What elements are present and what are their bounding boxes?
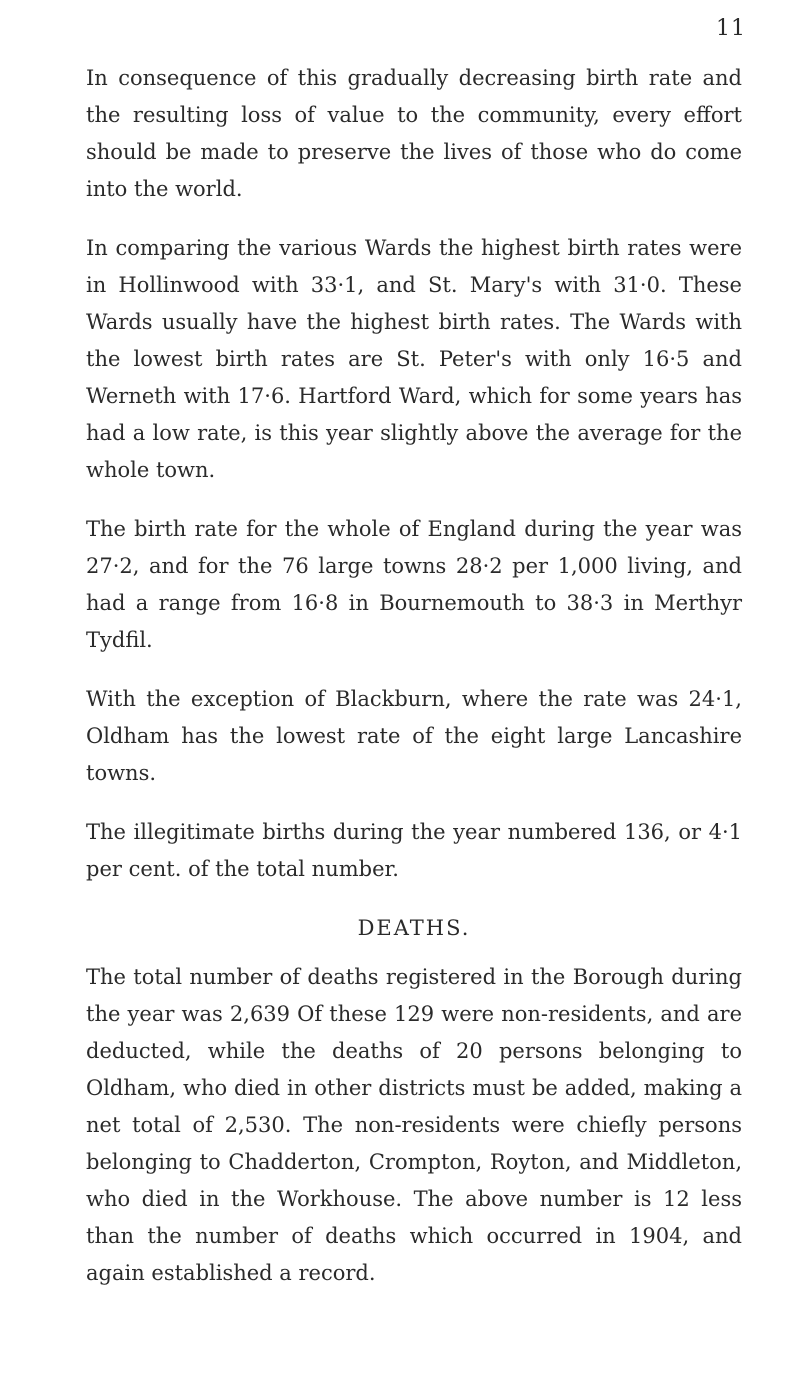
paragraph-birth-rate-consequence: In consequence of this gradually decreasing birth rate and the resulting loss of value to the community, every effort should be made to preserve the lives of those who do come into the world. <box>86 66 742 201</box>
paragraph-england-birth-rate: The birth rate for the whole of England during the year was 27·2, and for the 76 large towns 28·2 per 1,000 living, and had a range from 16·8 in Bournemouth to 38·3 in Merthyr Tydfil. <box>86 517 742 652</box>
paragraph-illegitimate-births: The illegitimate births during the year numbered 136, or 4·1 per cent. of the total number. <box>86 820 742 881</box>
paragraph-deaths-total: The total number of deaths registered in the Borough during the year was 2,639 Of these 129 were non-residents, and are deducted, while the deaths of 20 persons belonging to Oldham, who died in other districts must be added, making a net total of 2,530. The non-residents were chiefly persons belonging to Chadderton, Crompton, Royton, and Middleton, who died in the Workhouse. The above number is 12 less than the number of deaths which occurred in 1904, and again established a record. <box>86 965 742 1285</box>
body-text <box>86 60 742 1314</box>
page-number: 11 <box>716 16 746 41</box>
paragraph-ward-comparison: In comparing the various Wards the highest birth rates were in Hollinwood with 33·1, and St. Mary's with 31·0. These Wards usually have the highest birth rates. The Wards with the lowest birth rates are St. Peter's with only 16·5 and Werneth with 17·6. Hartford Ward, which for some years has had a low rate, is this year slightly above the average for the whole town. <box>86 236 742 482</box>
section-heading-deaths: DEATHS. <box>357 916 471 940</box>
paragraph-lancashire-towns: With the exception of Blackburn, where the rate was 24·1, Oldham has the lowest rate of the eight large Lancashire towns. <box>86 687 742 785</box>
